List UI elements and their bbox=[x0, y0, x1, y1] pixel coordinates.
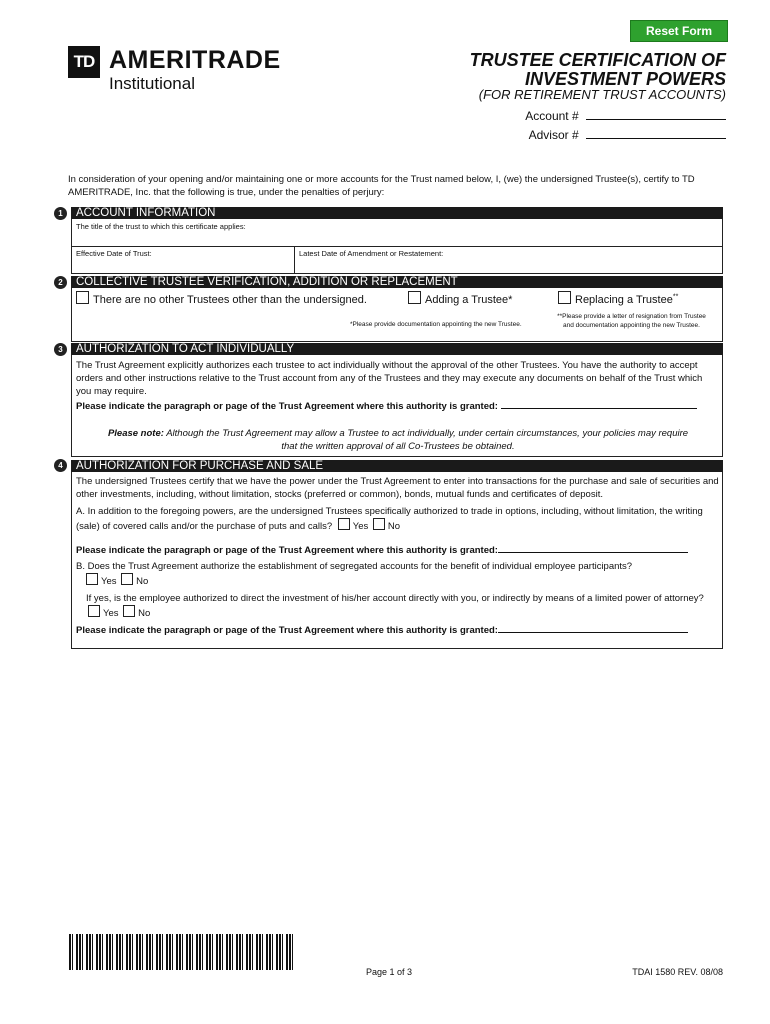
section-1-box bbox=[71, 219, 723, 274]
amendment-date-field[interactable] bbox=[299, 259, 717, 271]
question-b-followup bbox=[86, 592, 706, 620]
effective-date-label: Effective Date of Trust: bbox=[76, 249, 152, 258]
question-a-yes-label: Yes bbox=[352, 521, 369, 532]
followup-yes-checkbox[interactable] bbox=[88, 605, 100, 617]
logo-name: AMERITRADE bbox=[109, 46, 281, 74]
section-2-box bbox=[71, 288, 723, 342]
trust-title-field[interactable] bbox=[76, 232, 716, 244]
section-1-header: ACCOUNT INFORMATION bbox=[71, 207, 723, 219]
section-4-question-b bbox=[76, 560, 720, 588]
no-other-trustees-label: There are no other Trustees other than the undersigned. bbox=[93, 294, 367, 306]
section-4-header: AUTHORIZATION FOR PURCHASE AND SALE bbox=[71, 460, 723, 472]
section-3-note bbox=[76, 427, 720, 453]
section-4-paragraph-field-2[interactable] bbox=[498, 622, 688, 633]
replacing-trustee-label: Replacing a Trustee bbox=[575, 294, 673, 306]
replacing-trustee-note-line2: and documentation appointing the new Trustee. bbox=[563, 322, 700, 329]
account-number-row bbox=[525, 108, 726, 123]
replacing-trustee-option[interactable] bbox=[558, 291, 678, 306]
amendment-date-label: Latest Date of Amendment or Restatement: bbox=[299, 249, 444, 258]
question-b-yes-label: Yes bbox=[101, 576, 117, 587]
logo-subtitle: Institutional bbox=[109, 74, 195, 93]
section-3-note-label: Please note: bbox=[107, 428, 164, 439]
trust-title-label: The title of the trust to which this certificate applies: bbox=[76, 222, 246, 231]
td-logo-mark: TD bbox=[68, 46, 100, 78]
replacing-trustee-note-line1: **Please provide a letter of resignation from Trustee bbox=[557, 313, 706, 320]
question-b-options bbox=[76, 573, 720, 588]
followup-yes-label: Yes bbox=[103, 608, 119, 619]
section-1-number: 1 bbox=[54, 207, 67, 220]
section-3-note-text2: that the written approval of all Co-Trustees be obtained. bbox=[281, 441, 515, 452]
followup-no-checkbox[interactable] bbox=[123, 605, 135, 617]
no-other-trustees-option[interactable] bbox=[76, 291, 367, 306]
effective-date-field[interactable] bbox=[76, 259, 288, 271]
form-subtitle: (FOR RETIREMENT TRUST ACCOUNTS) bbox=[478, 87, 726, 102]
form-title-line2: INVESTMENT POWERS bbox=[524, 69, 726, 89]
question-b-no-checkbox[interactable] bbox=[121, 573, 133, 585]
advisor-number-row bbox=[529, 127, 726, 142]
replacing-trustee-note bbox=[544, 312, 719, 330]
section-4-body: The undersigned Trustees certify that we have the power under the Trust Agreement to enter into transactions for the purchase and sale of securities and other investments, including, without limitation, stocks (preferred or common), bonds, mutual funds and certificates of deposit. bbox=[76, 476, 719, 500]
adding-trustee-note: *Please provide documentation appointing the new Trustee. bbox=[350, 321, 522, 328]
question-b-no-label: No bbox=[136, 576, 149, 587]
question-a-yes-checkbox[interactable] bbox=[338, 518, 350, 530]
section-3-note-text: Although the Trust Agreement may allow a Trustee to act individually, under certain circumstances, your policies may require bbox=[166, 428, 689, 439]
section-3-paragraph-field[interactable] bbox=[501, 398, 697, 409]
section-4-indicate-label-1: Please indicate the paragraph or page of the Trust Agreement where this authority is granted: bbox=[76, 545, 498, 556]
section-4-indicate-row-1 bbox=[76, 542, 720, 557]
question-a-no-checkbox[interactable] bbox=[373, 518, 385, 530]
section-3-number: 3 bbox=[54, 343, 67, 356]
section-4-question-a bbox=[76, 505, 720, 533]
no-other-trustees-checkbox[interactable] bbox=[76, 291, 89, 304]
question-b-text: B. Does the Trust Agreement authorize the establishment of segregated accounts for the benefit of individual employee participants? bbox=[76, 561, 633, 572]
barcode bbox=[69, 934, 294, 970]
advisor-number-label: Advisor # bbox=[528, 128, 579, 142]
section-3-indicate-label: Please indicate the paragraph or page of the Trust Agreement where this authority is granted: bbox=[76, 401, 498, 412]
divider bbox=[294, 246, 295, 273]
question-a-text: A. In addition to the foregoing powers, are the undersigned Trustees specifically authorized to trade in options, including, without limitation, the writing (sale) of covered calls and/or the purchase of puts and calls? bbox=[76, 506, 703, 532]
question-a-no-label: No bbox=[387, 521, 401, 532]
adding-trustee-option[interactable] bbox=[408, 291, 512, 306]
intro-paragraph: In consideration of your opening and/or maintaining one or more accounts for the Trust named below, I, (we) the undersigned Trustee(s), certify to TD AMERITRADE, Inc. that the following is true, under the penalties of perjury: bbox=[68, 174, 695, 198]
replacing-trustee-footnote-mark: ** bbox=[672, 293, 679, 301]
section-4-box bbox=[71, 472, 723, 649]
account-number-label: Account # bbox=[525, 109, 579, 123]
section-4-number: 4 bbox=[54, 459, 67, 472]
section-3-box bbox=[71, 355, 723, 457]
adding-trustee-label: Adding a Trustee* bbox=[425, 294, 513, 306]
section-3-indicate-row bbox=[76, 398, 720, 413]
divider bbox=[72, 246, 722, 247]
advisor-number-field[interactable] bbox=[586, 127, 726, 139]
section-3-body: The Trust Agreement explicitly authorizes each trustee to act individually without the approval of the other Trustees. You have the authority to accept orders and other instructions relative to the Trust account from any of the Trustees and they may execute any documents on behalf of the Trust which you may require. bbox=[76, 360, 703, 397]
form-title-line1: TRUSTEE CERTIFICATION OF bbox=[469, 50, 726, 70]
question-b-followup-text: If yes, is the employee authorized to direct the investment of his/her account directly with you, or indirectly by means of a limited power of attorney? bbox=[86, 593, 704, 604]
adding-trustee-checkbox[interactable] bbox=[408, 291, 421, 304]
reset-form-button[interactable]: Reset Form bbox=[630, 20, 728, 42]
section-4-indicate-label-2: Please indicate the paragraph or page of the Trust Agreement where this authority is granted: bbox=[76, 625, 498, 636]
account-number-field[interactable] bbox=[586, 108, 726, 120]
section-2-header: COLLECTIVE TRUSTEE VERIFICATION, ADDITION OR REPLACEMENT bbox=[71, 276, 723, 288]
section-3-header: AUTHORIZATION TO ACT INDIVIDUALLY bbox=[71, 343, 723, 355]
question-b-yes-checkbox[interactable] bbox=[86, 573, 98, 585]
page-number: Page 1 of 3 bbox=[366, 967, 413, 977]
form-title bbox=[470, 51, 726, 89]
section-2-number: 2 bbox=[54, 276, 67, 289]
section-4-paragraph-field-1[interactable] bbox=[498, 542, 688, 553]
replacing-trustee-checkbox[interactable] bbox=[558, 291, 571, 304]
section-4-indicate-row-2 bbox=[76, 622, 720, 637]
form-id: TDAI 1580 REV. 08/08 bbox=[632, 967, 723, 977]
followup-no-label: No bbox=[138, 608, 151, 619]
